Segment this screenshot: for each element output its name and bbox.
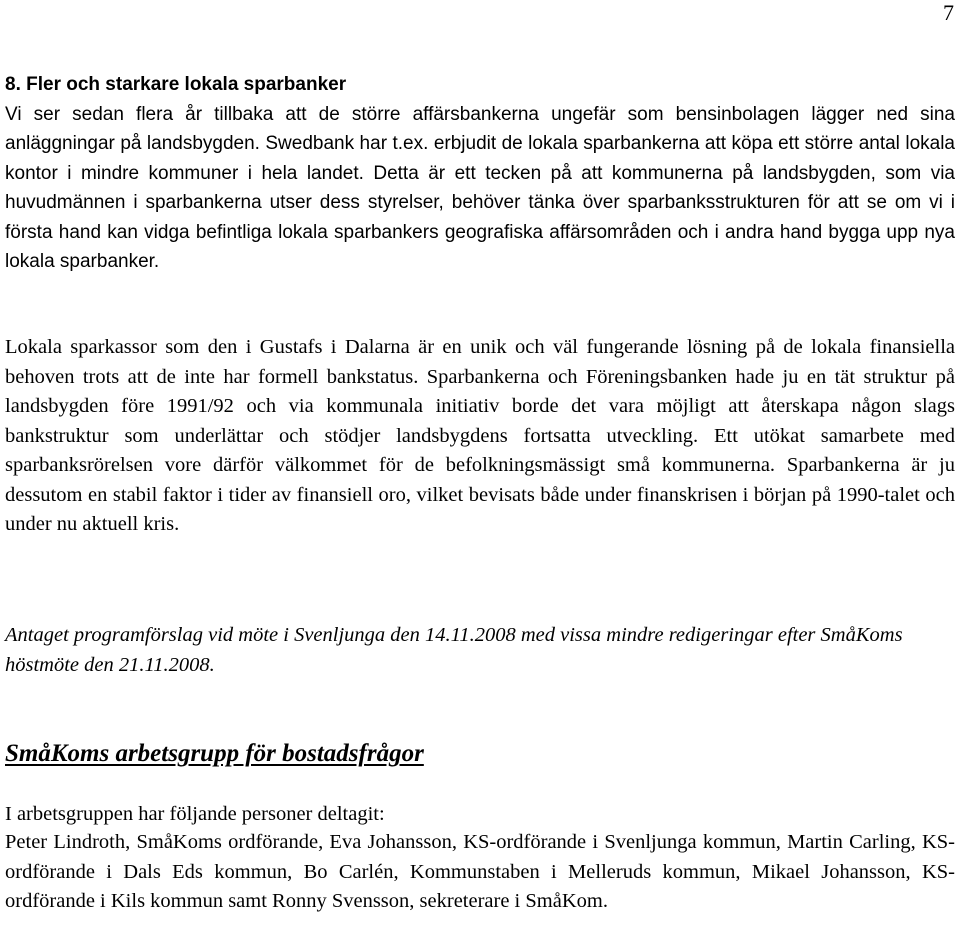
adoption-note: Antaget programförslag vid möte i Svenljunga den 14.11.2008 med vissa mindre redigeringar efter SmåKoms höstmöte den 21.11.2008. (5, 624, 903, 676)
working-group-title: SmåKoms arbetsgrupp för bostadsfrågor (5, 740, 424, 767)
working-group-members: Peter Lindroth, SmåKoms ordförande, Eva Johansson, KS-ordförande i Svenljunga kommun, Martin Carling, KS-ordförande i Dals Eds kommun, Bo Carlén, Kommunstaben i Melleruds kommun, Mikael Johansson, KS-ordförande i Kils kommun samt Ronny Svensson, sekreterare i SmåKom. (5, 831, 955, 912)
section-8-heading: 8. Fler och starkare lokala sparbanker (5, 74, 347, 95)
page-number: 7 (943, 0, 954, 25)
section-8 (5, 70, 955, 277)
section-8-body: Vi ser sedan flera år tillbaka att de större affärsbankerna ungefär som bensinbolagen lägger ned sina anläggningar på landsbygden. Swedbank har t.ex. erbjudit de lokala sparbankerna att köpa ett större antal lokala kontor i mindre kommuner i hela landet. Detta är ett tecken på att kommunerna på landsbygden, som via huvudmännen i sparbankerna utser dess styrelser, behöver tänka över sparbanksstrukturen för att se om vi i första hand kan vidga befintliga lokala sparbankers geografiska affärsområden och i andra hand bygga upp nya lokala sparbanker. (5, 103, 955, 272)
paragraph-sparkassor: Lokala sparkassor som den i Gustafs i Dalarna är en unik och väl fungerande lösning på de lokala finansiella behoven trots att de inte har formell bankstatus. Sparbankerna och Föreningsbanken hade ju en tät struktur på landsbygden före 1991/92 och via kommunala initiativ borde det vara möjligt att återskapa någon slags bankstruktur som underlättar och stödjer landsbygdens fortsatta utveckling. Ett utökat samarbete med sparbanksrörelsen vore därför välkommet för de befolkningsmässigt små kommunerna. Sparbankerna är ju dessutom en stabil faktor i tider av finansiell oro, vilket bevisats både under finanskrisen i början på 1990-talet och under nu aktuell kris. (5, 336, 955, 535)
working-group-intro: I arbetsgruppen har följande personer deltagit: (5, 803, 385, 825)
